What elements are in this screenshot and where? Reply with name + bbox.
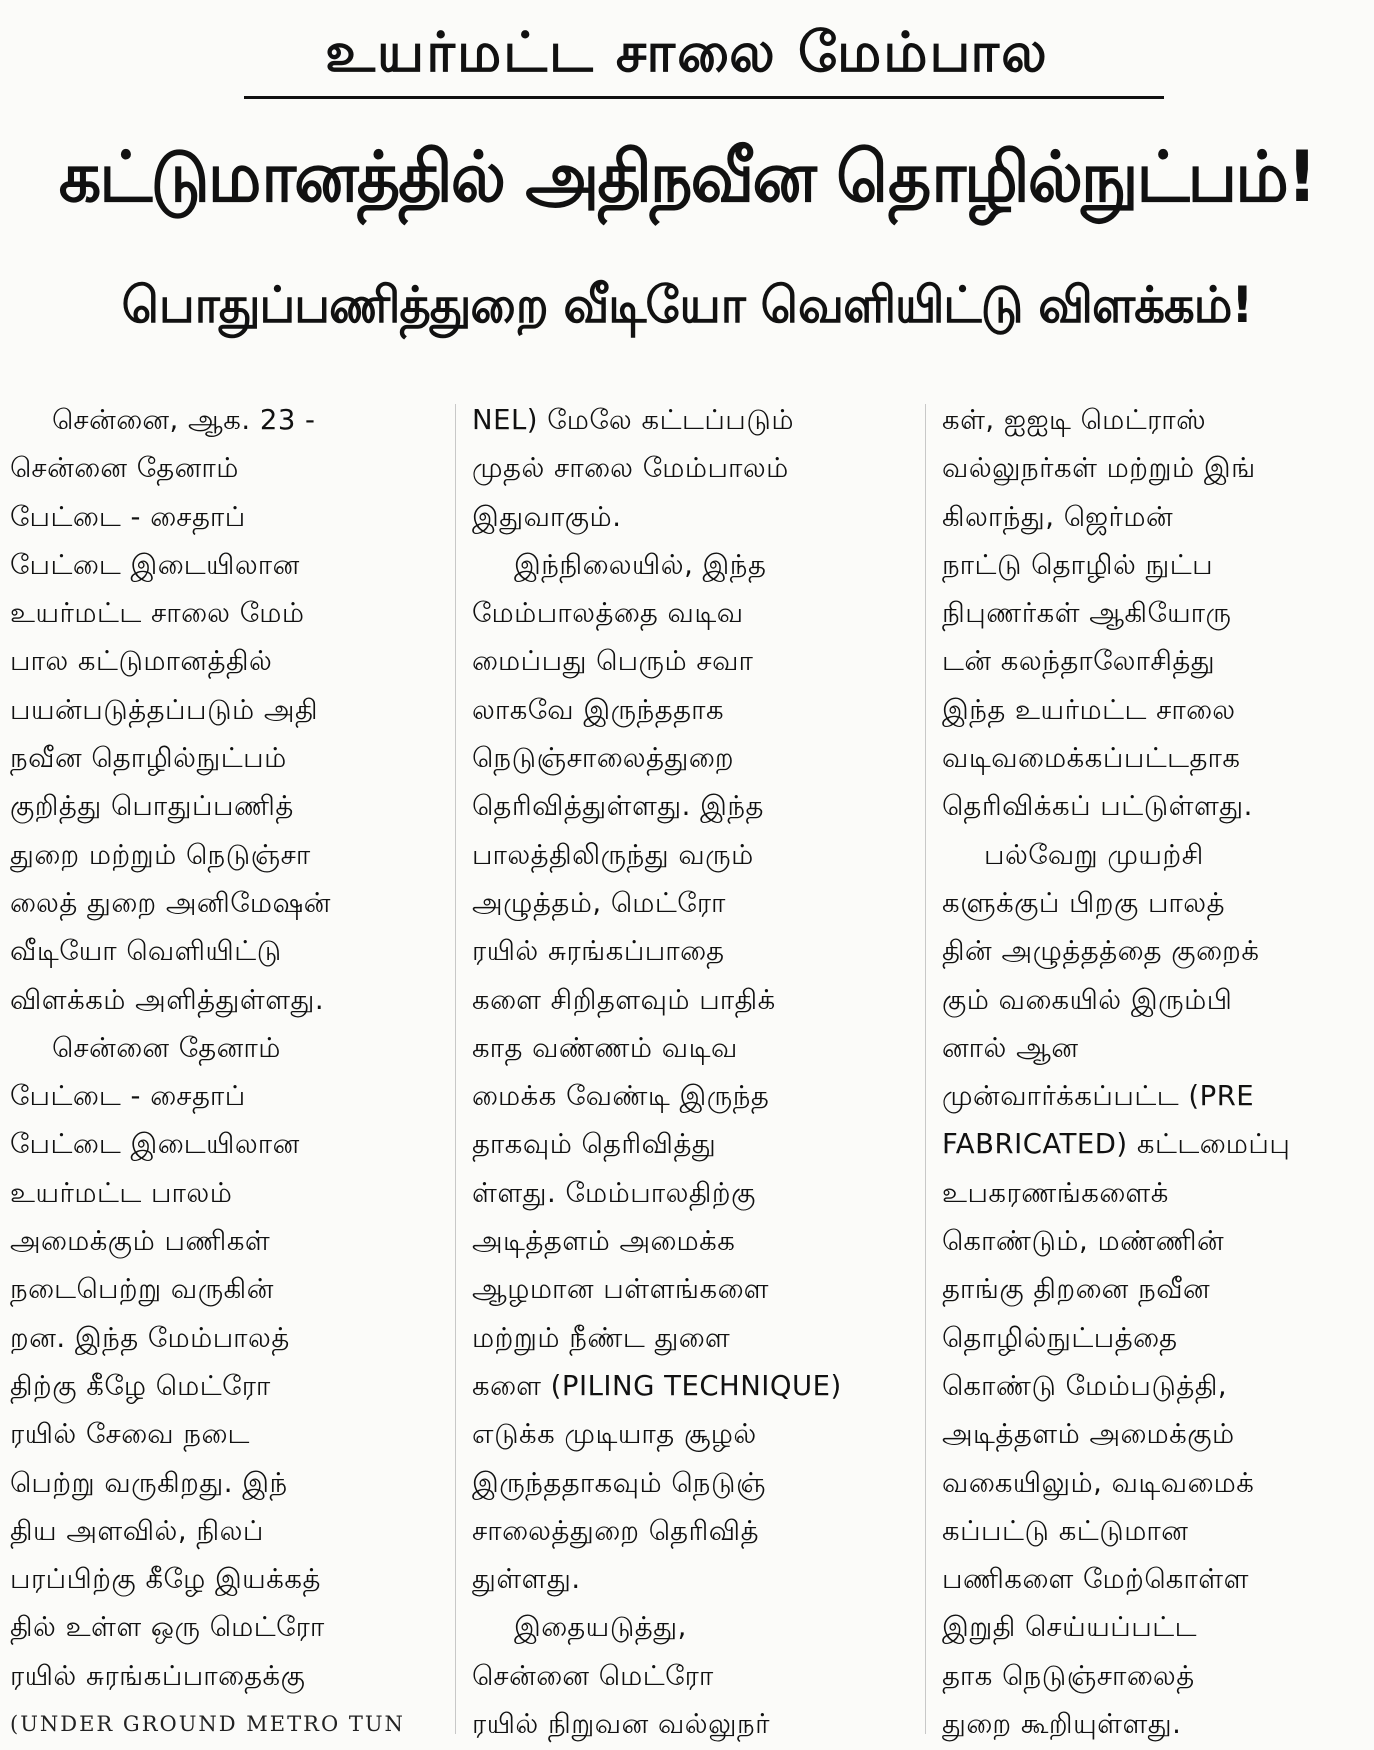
- text-line: பயன்படுத்தப்படும் அதி: [10, 693, 318, 726]
- text-line: மேம்பாலத்தை வடிவ: [472, 597, 744, 630]
- text-line: ஆழமான பள்ளங்களை: [472, 1273, 769, 1306]
- text-line: நெடுஞ்சாலைத்துறை: [472, 742, 735, 775]
- text-line: நாட்டு தொழில் நுட்ப: [942, 548, 1214, 581]
- text-line: நடைபெற்று வருகின்: [10, 1273, 274, 1306]
- article-body: [0, 384, 1374, 1750]
- text-line: பேட்டை - சைதாப்: [10, 1080, 246, 1113]
- text-line: அமைக்கும் பணிகள்: [10, 1225, 271, 1258]
- text-line: சென்னை தேனாம்: [52, 1031, 281, 1064]
- text-line: இந்த உயர்மட்ட சாலை: [942, 693, 1236, 726]
- text-line: ரயில் சுரங்கப்பாதைக்கு: [10, 1659, 306, 1692]
- kicker-headline: உயர்மட்ட சாலை மேம்பால: [325, 20, 1049, 84]
- text-line: நிபுணர்கள் ஆகியோரு: [942, 597, 1232, 630]
- article-column-3: [942, 396, 1362, 1748]
- text-line: கொண்டு மேம்படுத்தி,: [942, 1369, 1228, 1402]
- text-line: விளக்கம் அளித்துள்ளது.: [10, 983, 325, 1016]
- text-line: துறை கூறியுள்ளது.: [942, 1708, 1182, 1741]
- text-line: பேட்டை இடையிலான: [10, 548, 300, 581]
- text-line: FABRICATED) கட்டமைப்பு: [942, 1128, 1291, 1161]
- text-line: இதையடுத்து,: [514, 1611, 687, 1644]
- text-line: அடித்தளம் அமைக்கும்: [942, 1418, 1235, 1451]
- text-line: முதல் சாலை மேம்பாலம்: [472, 452, 789, 485]
- column-divider: [455, 404, 456, 1734]
- text-line: ள்ளது. மேம்பாலதிற்கு: [472, 1176, 756, 1209]
- text-line: துள்ளது.: [472, 1563, 581, 1596]
- text-line: சாலைத்துறை தெரிவித்: [472, 1514, 759, 1547]
- text-line: எடுக்க முடியாத சூழல்: [472, 1418, 757, 1451]
- text-line: ரயில் சுரங்கப்பாதை: [472, 935, 725, 968]
- text-line: அழுத்தம், மெட்ரோ: [472, 886, 726, 919]
- text-line: களுக்குப் பிறகு பாலத்: [942, 886, 1226, 919]
- text-line: இதுவாகும்.: [472, 500, 622, 533]
- text-line: களை சிறிதளவும் பாதிக்: [472, 983, 776, 1016]
- text-line: றன. இந்த மேம்பாலத்: [10, 1321, 290, 1354]
- text-line: பேட்டை - சைதாப்: [10, 500, 246, 533]
- text-line: திய அளவில், நிலப்: [10, 1514, 264, 1547]
- text-line: இருந்ததாகவும் நெடுஞ்: [472, 1466, 766, 1499]
- column-divider: [925, 404, 926, 1734]
- text-line: வீடியோ வெளியிட்டு: [10, 935, 282, 968]
- article-column-1: [10, 396, 430, 1748]
- text-line: துறை மற்றும் நெடுஞ்சா: [10, 838, 311, 871]
- text-line: உபகரணங்களைக்: [942, 1176, 1169, 1209]
- text-line: தின் அழுத்தத்தை குறைக்: [942, 935, 1260, 968]
- text-line: முன்வார்க்கப்பட்ட (PRE: [942, 1080, 1255, 1113]
- text-line: மைக்க வேண்டி இருந்த: [472, 1080, 770, 1113]
- text-line: கும் வகையில் இரும்பி: [942, 983, 1233, 1016]
- text-line: (UNDER GROUND METRO TUN: [10, 1712, 405, 1737]
- text-line: சென்னை மெட்ரோ: [472, 1659, 714, 1692]
- text-line: லைத் துறை அனிமேஷன்: [10, 886, 331, 919]
- text-line: கொண்டும், மண்ணின்: [942, 1225, 1225, 1258]
- text-line: வடிவமைக்கப்பட்டதாக: [942, 742, 1241, 775]
- text-line: பணிகளை மேற்கொள்ள: [942, 1563, 1249, 1596]
- text-line: ரயில் சேவை நடை: [10, 1418, 250, 1451]
- text-line: தெரிவிக்கப் பட்டுள்ளது.: [942, 790, 1253, 823]
- text-line: பெற்று வருகிறது. இந்: [10, 1466, 288, 1499]
- text-line: மற்றும் நீண்ட துளை: [472, 1321, 731, 1354]
- text-line: தில் உள்ள ஒரு மெட்ரோ: [10, 1611, 325, 1644]
- text-line: கப்பட்டு கட்டுமான: [942, 1514, 1189, 1547]
- text-line: குறித்து பொதுப்பணித்: [10, 790, 294, 823]
- text-line: தொழில்நுட்பத்தை: [942, 1321, 1178, 1354]
- text-line: அடித்தளம் அமைக்க: [472, 1225, 736, 1258]
- text-line: இந்நிலையில், இந்த: [514, 548, 767, 581]
- text-line: வல்லுநர்கள் மற்றும் இங்: [942, 452, 1256, 485]
- text-line: திற்கு கீழே மெட்ரோ: [10, 1369, 271, 1402]
- text-line: பேட்டை இடையிலான: [10, 1128, 300, 1161]
- text-line: பால கட்டுமானத்தில்: [10, 645, 273, 678]
- text-line: பாலத்திலிருந்து வரும்: [472, 838, 754, 871]
- text-line: தாகவும் தெரிவித்து: [472, 1128, 717, 1161]
- text-line: தாக நெடுஞ்சாலைத்: [942, 1659, 1195, 1692]
- text-line: ரயில் நிறுவன வல்லுநர்: [472, 1708, 770, 1741]
- text-line: பரப்பிற்கு கீழே இயக்கத்: [10, 1563, 321, 1596]
- text-line: உயர்மட்ட சாலை மேம்: [10, 597, 305, 630]
- text-line: தாங்கு திறனை நவீன: [942, 1273, 1211, 1306]
- text-line: சென்னை தேனாம்: [10, 452, 239, 485]
- text-line: NEL) மேலே கட்டப்படும்: [472, 404, 794, 436]
- text-line: உயர்மட்ட பாலம்: [10, 1176, 233, 1209]
- text-line: நவீன தொழில்நுட்பம்: [10, 742, 287, 775]
- text-line: பல்வேறு முயற்சி: [984, 838, 1204, 871]
- kicker-underline: [244, 96, 1164, 99]
- text-line: கிலாந்து, ஜெர்மன்: [942, 500, 1174, 533]
- text-line: களை (PILING TECHNIQUE): [472, 1369, 842, 1402]
- text-line: டன் கலந்தாலோசித்து: [942, 645, 1216, 678]
- text-line: மைப்பது பெரும் சவா: [472, 645, 754, 678]
- text-line: இறுதி செய்யப்பட்ட: [942, 1611, 1198, 1644]
- text-line: லாகவே இருந்ததாக: [472, 693, 725, 726]
- article-column-2: [472, 396, 892, 1748]
- text-line: காத வண்ணம் வடிவ: [472, 1031, 738, 1064]
- text-line: தெரிவித்துள்ளது. இந்த: [472, 790, 764, 823]
- main-headline: கட்டுமானத்தில் அதிநவீன தொழில்நுட்பம்!: [58, 136, 1316, 218]
- dateline: சென்னை, ஆக. 23 -: [52, 404, 316, 436]
- text-line: வகையிலும், வடிவமைக்: [942, 1466, 1255, 1499]
- text-line: னால் ஆன: [942, 1031, 1079, 1064]
- sub-headline: பொதுப்பணித்துறை வீடியோ வெளியிட்டு விளக்கம்!: [121, 276, 1253, 334]
- text-line: கள், ஐஐடி மெட்ராஸ்: [942, 404, 1207, 436]
